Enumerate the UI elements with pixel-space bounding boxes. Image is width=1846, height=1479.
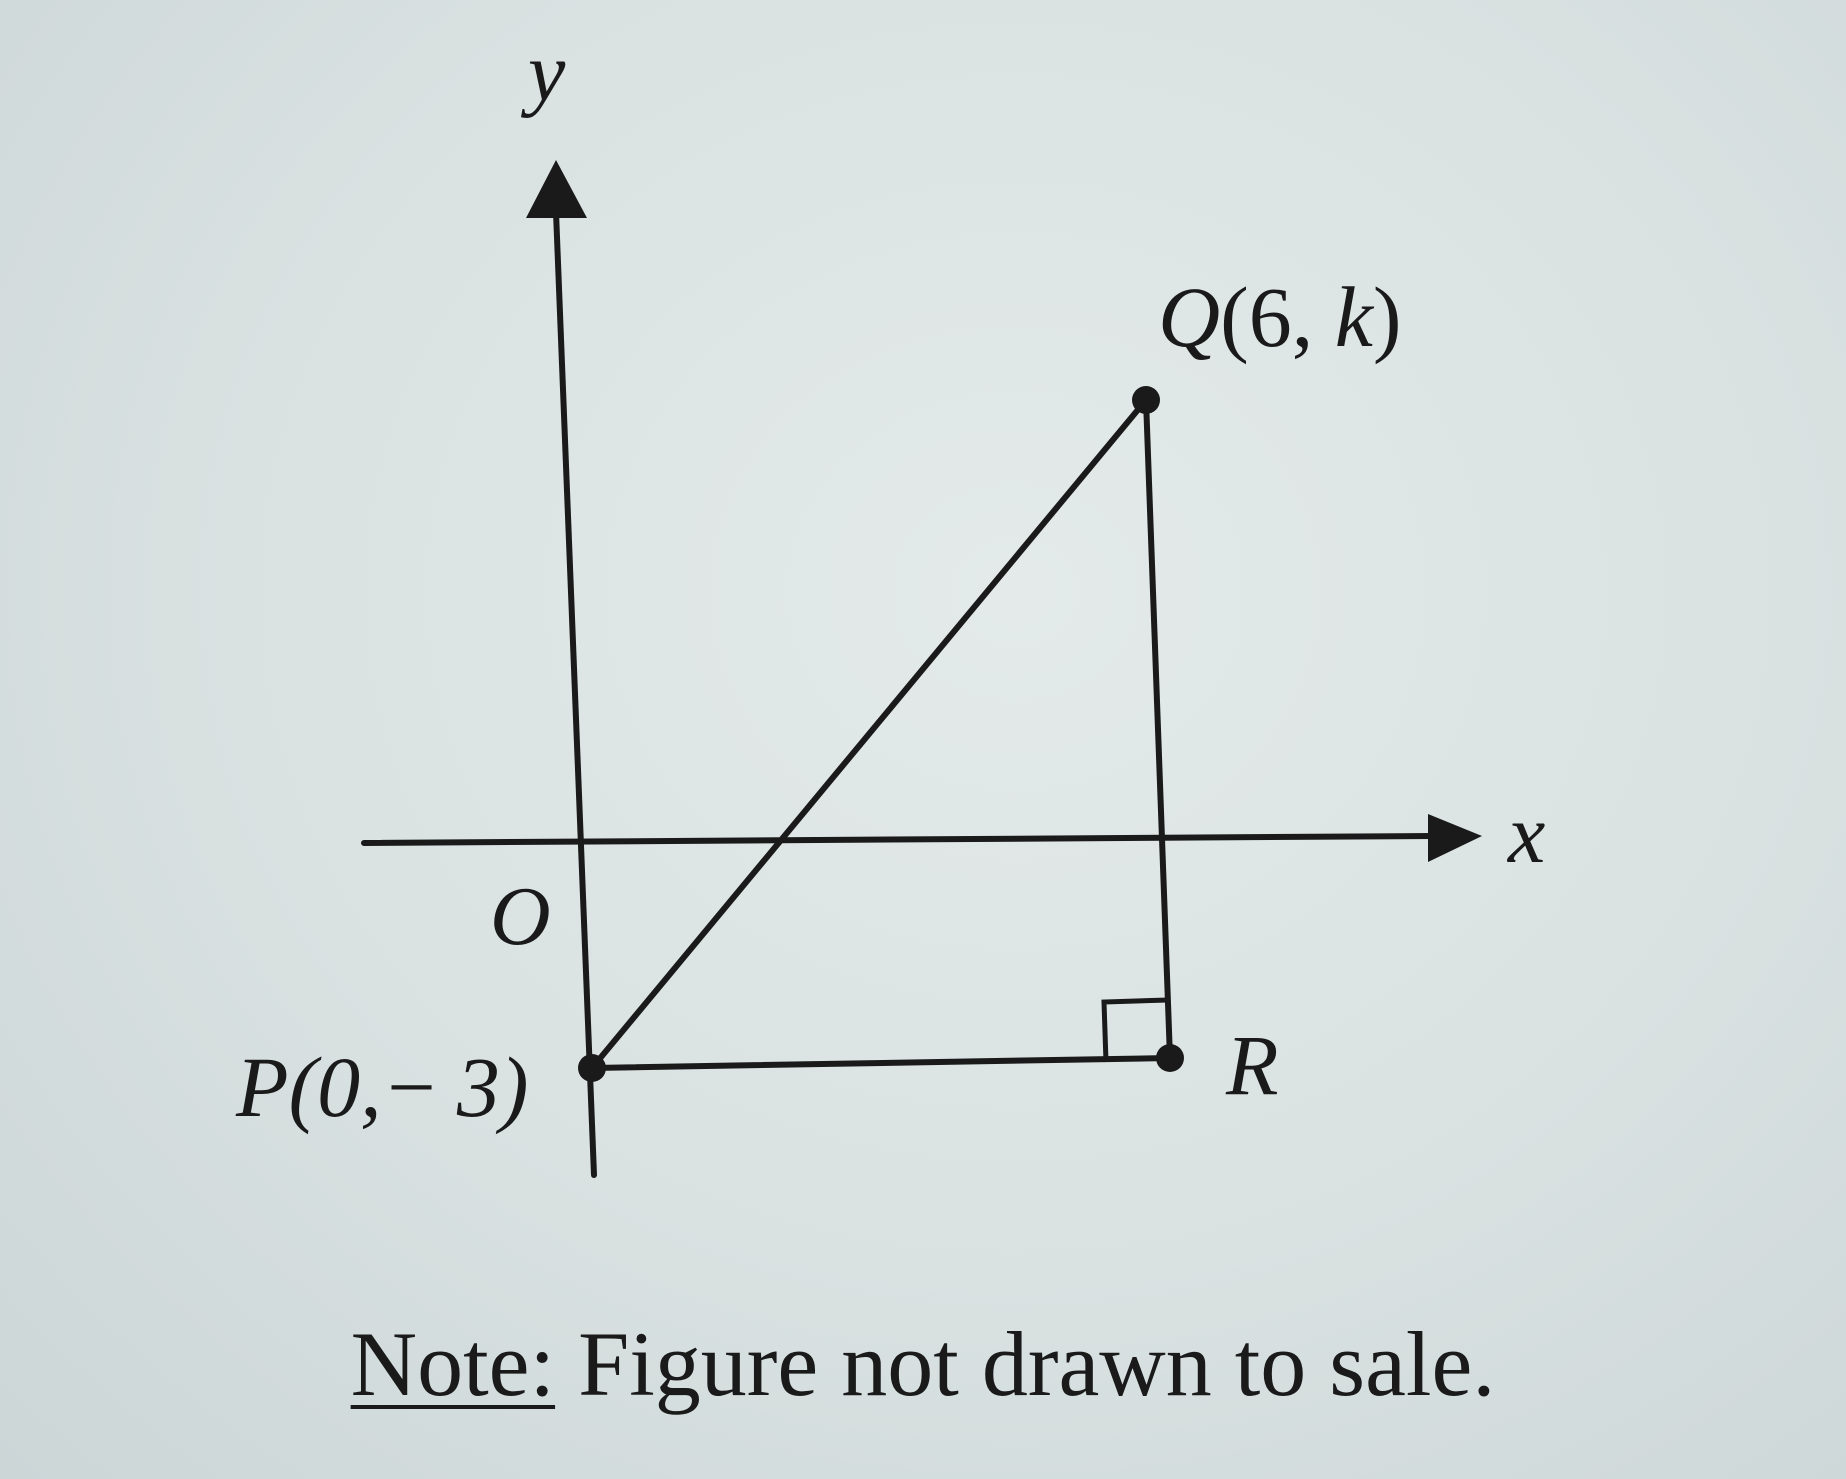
origin-label: O	[490, 870, 551, 963]
point-p-label: P(0,− 3)	[236, 1039, 529, 1135]
point-r	[1156, 1044, 1184, 1072]
y-axis	[556, 212, 594, 1175]
x-axis-label: x	[1508, 788, 1546, 881]
segment-pq	[592, 400, 1146, 1068]
point-q-label: Q(6, k)	[1158, 269, 1402, 365]
figure-note	[0, 1313, 1846, 1415]
x-axis	[364, 836, 1432, 843]
y-axis-arrow-icon	[526, 160, 587, 218]
segment-pr	[592, 1058, 1170, 1068]
note-text: Figure not drawn to sale.	[555, 1313, 1496, 1415]
point-q	[1132, 386, 1160, 414]
point-r-label: R	[1226, 1017, 1279, 1113]
segment-qr	[1146, 400, 1170, 1058]
point-p	[578, 1054, 606, 1082]
y-axis-label: y	[528, 26, 566, 119]
note-prefix: Note:	[350, 1313, 556, 1415]
x-axis-arrow-icon	[1428, 814, 1482, 862]
